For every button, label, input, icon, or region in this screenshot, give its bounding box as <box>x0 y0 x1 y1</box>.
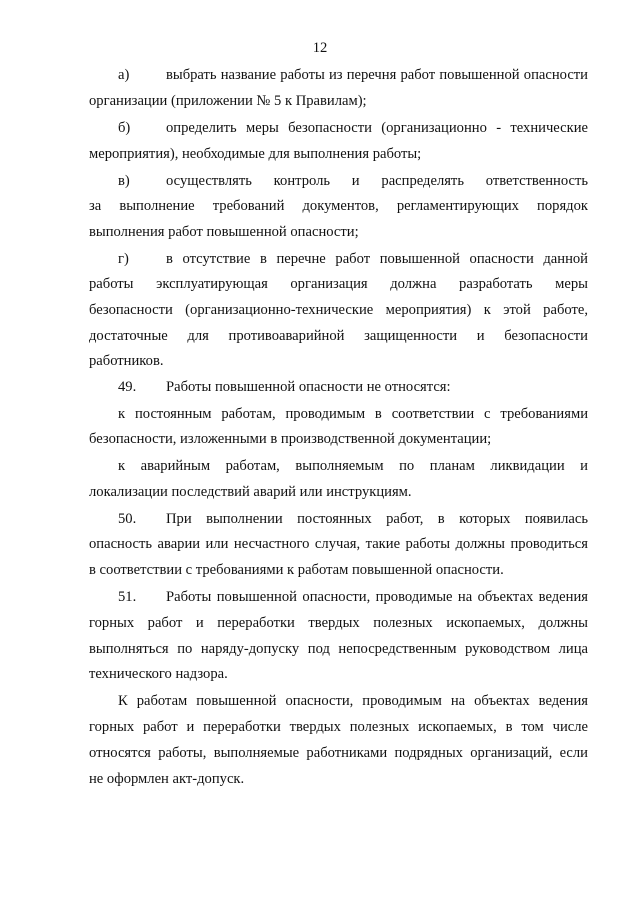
item-g-line-3: безопасности (организационно-технические мероприятия) к этой работе, <box>89 302 588 318</box>
item-g-line-5: работников. <box>89 353 164 369</box>
paragraph-52-line-4: не оформлен акт-допуск. <box>89 771 245 787</box>
item-b-line-1: определить меры безопасности (организационно - технические <box>166 120 588 136</box>
item-v-marker: в) <box>118 173 130 189</box>
item-g-line-4: достаточные для противоаварийной защищенности и безопасности <box>89 328 588 344</box>
item-b-marker: б) <box>118 120 131 136</box>
item-a-marker: а) <box>118 67 130 83</box>
paragraph-52-line-3: относятся работы, выполняемые работниками подрядных организаций, если <box>89 745 588 761</box>
paragraph-52-line-2: горных работ и переработки твердых полезных ископаемых, в том числе <box>89 719 588 735</box>
paragraph-49-item-2-line-1: к аварийным работам, выполняемым по планам ликвидации и <box>118 458 588 474</box>
paragraph-49-item-1-line-1: к постоянным работам, проводимым в соответствии с требованиями <box>118 406 588 422</box>
item-g-marker: г) <box>118 251 129 267</box>
item-v-line-2: за выполнение требований документов, регламентирующих порядок <box>89 198 588 214</box>
item-v-line-3: выполнения работ повышенной опасности; <box>89 224 359 240</box>
item-a-line-2: организации (приложении № 5 к Правилам); <box>89 93 367 109</box>
paragraph-51-line-3: выполняться по наряду-допуску под непосредственным руководством лица <box>89 641 588 657</box>
paragraph-49-text: Работы повышенной опасности не относятся: <box>166 379 451 395</box>
item-g-line-1: в отсутствие в перечне работ повышенной опасности данной <box>166 251 588 267</box>
item-a-line-1: выбрать название работы из перечня работ повышенной опасности <box>166 67 588 83</box>
paragraph-49-number: 49. <box>118 379 137 395</box>
paragraph-49-item-1-line-2: безопасности, изложенными в производственной документации; <box>89 431 492 447</box>
paragraph-50-line-3: в соответствии с требованиями к работам повышенной опасности. <box>89 562 504 578</box>
paragraph-49-item-2-line-2: локализации последствий аварий или инструкциям. <box>89 484 412 500</box>
page-number: 12 <box>312 40 328 56</box>
item-b-line-2: мероприятия), необходимые для выполнения работы; <box>89 146 422 162</box>
paragraph-51-line-1: Работы повышенной опасности, проводимые на объектах ведения <box>166 589 588 605</box>
paragraph-51-number: 51. <box>118 589 137 605</box>
paragraph-50-line-2: опасность аварии или несчастного случая, такие работы должны проводиться <box>89 536 588 552</box>
item-v-line-1: осуществлять контроль и распределять ответственность <box>166 173 588 189</box>
paragraph-51-line-2: горных работ и переработки твердых полезных ископаемых, должны <box>89 615 588 631</box>
item-g-line-2: работы эксплуатирующая организация должна разработать меры <box>89 276 588 292</box>
paragraph-51-line-4: технического надзора. <box>89 666 228 682</box>
paragraph-50-line-1: При выполнении постоянных работ, в которых появилась <box>166 511 588 527</box>
paragraph-50-number: 50. <box>118 511 137 527</box>
paragraph-52-line-1: К работам повышенной опасности, проводимым на объектах ведения <box>118 693 588 709</box>
